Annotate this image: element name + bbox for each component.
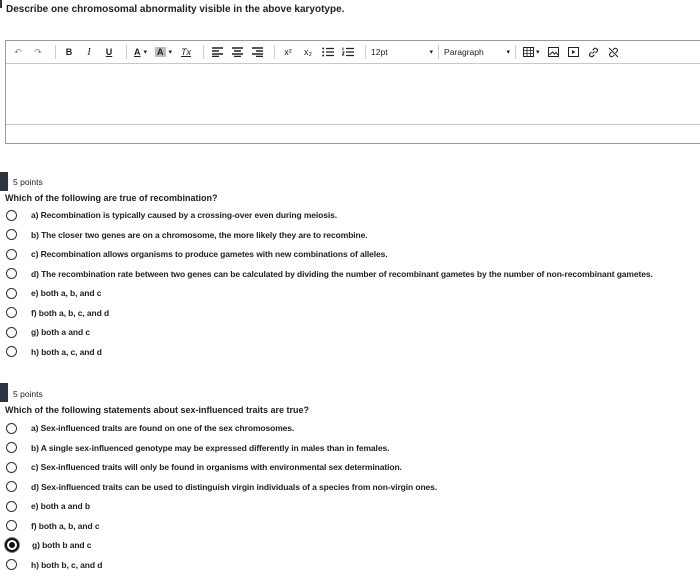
media-icon — [568, 47, 579, 57]
font-color-icon: A — [134, 47, 141, 57]
chevron-down-icon: ▾ — [429, 49, 434, 56]
answer-option-label: c) Sex-influenced traits will only be found in organisms with environmental sex determination. — [31, 462, 402, 472]
points-label: 5 points — [13, 177, 43, 187]
block-format-select[interactable] — [444, 44, 510, 60]
font-color-button[interactable] — [132, 44, 149, 60]
answer-option[interactable] — [6, 441, 389, 455]
numbered-list-button[interactable] — [340, 44, 356, 60]
answer-option[interactable] — [6, 460, 402, 474]
redo-icon[interactable]: ↷ — [34, 46, 42, 57]
table-icon — [523, 47, 534, 57]
toolbar-divider — [365, 45, 366, 59]
answer-option-label: f) both a, b, c, and d — [31, 307, 110, 318]
answer-option-label: f) both a, b, and c — [31, 520, 100, 531]
answer-option-label: h) both b, c, and d — [31, 559, 103, 570]
insert-image-button[interactable] — [546, 44, 562, 60]
undo-icon[interactable]: ↶ — [14, 46, 22, 57]
bullet-list-icon — [322, 47, 334, 57]
toolbar-divider — [438, 45, 439, 59]
answer-option[interactable] — [6, 208, 337, 222]
clear-formatting-button[interactable] — [178, 44, 194, 60]
question-marker — [0, 383, 8, 402]
answer-option[interactable] — [6, 480, 437, 494]
bold-button[interactable]: B — [65, 47, 73, 57]
align-right-button[interactable] — [249, 44, 265, 60]
answer-option-label: g) both a and c — [31, 327, 90, 337]
question-text: Which of the following are true of recombination? — [5, 193, 218, 203]
radio-button[interactable] — [6, 229, 17, 240]
answer-option-label: b) The closer two genes are on a chromosome, the more likely they are to recombine. — [31, 229, 368, 240]
essay-prompt: Describe one chromosomal abnormality visible in the above karyotype. — [6, 4, 345, 15]
toolbar-divider — [203, 45, 204, 59]
toolbar-divider — [515, 45, 516, 59]
answer-option-label: d) The recombination rate between two genes can be calculated by dividing the number of recombinant gametes by the number of non-recombinant gametes. — [31, 268, 653, 279]
font-size-select[interactable] — [371, 44, 433, 60]
editor-toolbar — [6, 41, 700, 64]
answer-option[interactable] — [6, 421, 294, 435]
align-center-icon — [232, 47, 243, 57]
points-label: 5 points — [13, 389, 43, 399]
radio-button[interactable] — [6, 520, 17, 531]
answer-option[interactable] — [6, 286, 101, 300]
toolbar-divider — [274, 45, 275, 59]
answer-option[interactable] — [6, 558, 102, 572]
answer-option-label: a) Sex-influenced traits are found on one of the sex chromosomes. — [31, 423, 295, 433]
answer-option[interactable] — [6, 306, 109, 320]
prompt-marker — [0, 0, 2, 8]
answer-option[interactable] — [6, 267, 653, 281]
editor-status-bar — [6, 125, 700, 145]
chevron-down-icon: ▾ — [168, 49, 173, 56]
insert-link-button[interactable] — [586, 44, 602, 60]
highlight-icon: A — [157, 47, 164, 57]
answer-option-label: a) Recombination is typically caused by a crossing-over even during meiosis. — [31, 210, 338, 220]
answer-option[interactable] — [6, 345, 102, 359]
insert-table-button[interactable] — [521, 44, 542, 60]
align-center-button[interactable] — [229, 44, 245, 60]
rich-text-editor — [5, 40, 700, 144]
radio-button[interactable] — [6, 307, 17, 318]
answer-option[interactable] — [6, 247, 388, 261]
radio-button-selected[interactable] — [5, 538, 19, 552]
clear-format-icon: Tx — [181, 47, 192, 57]
insert-media-button[interactable] — [566, 44, 582, 60]
align-left-button[interactable] — [209, 44, 225, 60]
bullet-list-button[interactable] — [320, 44, 336, 60]
answer-option[interactable] — [6, 228, 368, 242]
chevron-down-icon: ▾ — [143, 49, 148, 56]
underline-button[interactable]: U — [105, 47, 113, 57]
chevron-down-icon: ▾ — [536, 49, 540, 56]
radio-button[interactable] — [6, 327, 17, 338]
radio-button[interactable] — [6, 559, 17, 570]
answer-option[interactable] — [6, 325, 90, 339]
align-left-icon — [212, 47, 223, 57]
answer-option-label: d) Sex-influenced traits can be used to distinguish virgin individuals of a species from non-virgin ones. — [31, 481, 438, 492]
radio-button[interactable] — [6, 288, 17, 299]
superscript-button[interactable]: x² — [284, 47, 292, 57]
answer-option-label: e) both a, b, and c — [31, 288, 102, 298]
toolbar-divider — [55, 45, 56, 59]
radio-button[interactable] — [6, 442, 17, 453]
toolbar-divider — [126, 45, 127, 59]
answer-option-label: g) both b and c — [32, 540, 92, 550]
radio-button[interactable] — [6, 249, 17, 260]
chevron-down-icon: ▾ — [506, 49, 511, 56]
answer-option[interactable] — [6, 519, 99, 533]
link-icon — [588, 47, 599, 58]
editor-text-area[interactable] — [6, 64, 700, 125]
numbered-list-icon — [342, 47, 354, 57]
radio-button[interactable] — [6, 268, 17, 279]
answer-option-label: c) Recombination allows organisms to produce gametes with new combinations of alleles. — [31, 249, 388, 259]
answer-option[interactable] — [6, 538, 91, 552]
answer-option-label: b) A single sex-influenced genotype may be expressed differently in males than in females. — [31, 442, 390, 453]
subscript-button[interactable]: x₂ — [304, 47, 313, 57]
radio-button[interactable] — [6, 346, 17, 357]
image-icon — [548, 47, 559, 57]
highlight-color-button[interactable] — [153, 44, 174, 60]
font-size-value: 12pt — [371, 47, 388, 57]
question-marker — [0, 172, 8, 191]
answer-option-label: h) both a, c, and d — [31, 346, 102, 357]
italic-button[interactable]: I — [87, 46, 91, 58]
radio-button[interactable] — [6, 423, 17, 434]
unlink-button[interactable] — [606, 44, 622, 60]
question-text: Which of the following statements about sex-influenced traits are true? — [5, 405, 310, 415]
answer-option-label: e) both a and b — [31, 501, 90, 511]
unlink-icon — [608, 47, 619, 58]
answer-option[interactable] — [6, 499, 90, 513]
radio-button[interactable] — [6, 462, 17, 473]
radio-button[interactable] — [6, 501, 17, 512]
align-right-icon — [252, 47, 263, 57]
radio-button[interactable] — [6, 210, 17, 221]
radio-button[interactable] — [6, 481, 17, 492]
block-format-value: Paragraph — [444, 47, 484, 57]
